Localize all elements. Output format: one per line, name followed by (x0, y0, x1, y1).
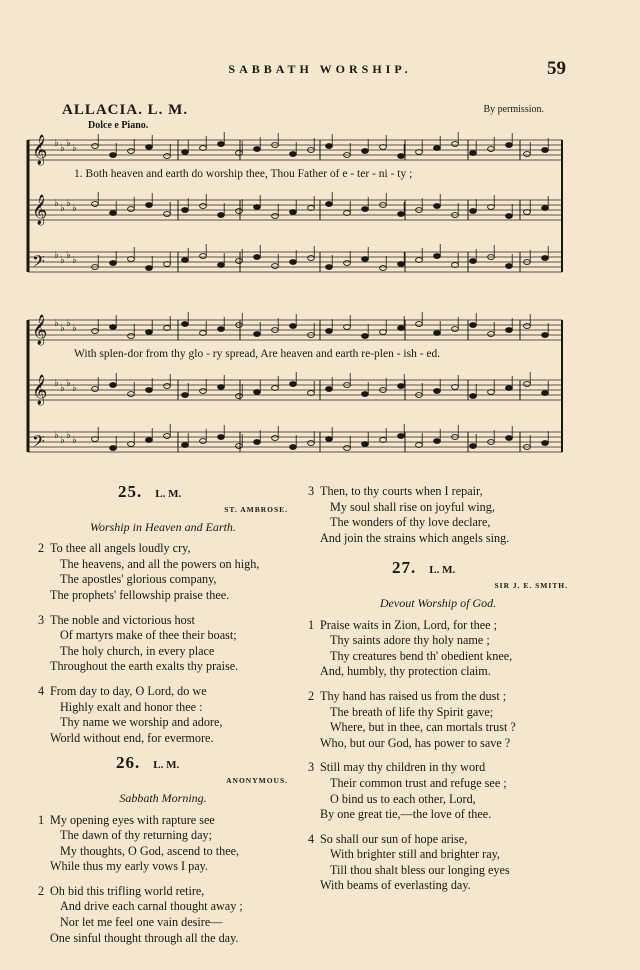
flat-icon: ♭ (54, 430, 59, 441)
stanza (38, 541, 288, 603)
note-head (272, 214, 279, 219)
stanza-number: 3 (308, 760, 315, 775)
note-head (416, 322, 423, 327)
hymn-meter: L. M. (153, 759, 180, 772)
hymn-26-continued (308, 484, 568, 546)
note-head (470, 209, 477, 214)
stanza-number: 3 (308, 484, 315, 498)
stanza-number: 1 (308, 617, 315, 632)
verse-text: And drive each carnal thought away ; (60, 899, 243, 914)
note-head (398, 326, 405, 331)
flat-icon: ♭ (60, 203, 65, 214)
verse-text: Where, but in thee, can mortals trust ? (330, 720, 516, 735)
hymn-26 (38, 755, 288, 946)
verse-line (308, 878, 568, 894)
running-title: SABBATH WORSHIP. (228, 62, 412, 76)
bass-clef: 𝄢 (32, 251, 45, 275)
note-head (506, 386, 513, 391)
verse-text: Thy name we worship and adore, (60, 715, 223, 730)
note-head (470, 259, 477, 264)
note-head (362, 257, 369, 262)
note-head (92, 329, 99, 334)
verse-line (308, 736, 568, 752)
verse-text: The noble and victorious host (50, 612, 195, 627)
stanza-number: 3 (38, 612, 45, 627)
note-head (164, 384, 171, 389)
hymn-heading (308, 560, 568, 582)
flat-icon: ♭ (54, 198, 59, 209)
verse-text: With brighter still and brighter ray, (330, 847, 500, 862)
verse-line (308, 760, 568, 776)
note-head (452, 142, 459, 147)
hymn-subtitle: Worship in Heaven and Earth. (90, 519, 236, 534)
verse-line (38, 659, 288, 675)
stanza (38, 684, 288, 746)
verse-text: The dawn of thy returning day; (60, 828, 212, 843)
note-head (110, 383, 117, 388)
tempo-marking: Dolce e Piano. (88, 120, 149, 131)
verse-text: So shall our sun of hope arise, (320, 831, 468, 846)
stanza (308, 832, 568, 894)
note-head (290, 382, 297, 387)
note-head (398, 262, 405, 267)
note-head (254, 332, 261, 337)
flat-icon: ♭ (54, 250, 59, 261)
verse-line (308, 832, 568, 848)
verse-text: My opening eyes with rapture see (50, 812, 215, 827)
stanza-number: 1 (38, 812, 45, 827)
note-head (506, 214, 513, 219)
note-head (218, 213, 225, 218)
hymn-number: 26. (116, 753, 141, 773)
treble-clef: 𝄞 (32, 315, 48, 345)
note-head (290, 445, 297, 450)
flat-icon: ♭ (66, 198, 71, 209)
note-head (218, 142, 225, 147)
stanza (38, 884, 288, 946)
verse-text: Highly exalt and honor thee : (60, 699, 203, 714)
stanza (308, 760, 568, 822)
hymn-heading (38, 755, 288, 777)
note-head (434, 254, 441, 259)
hymn-author: ST. AMBROSE. (224, 505, 288, 514)
verse-text: The wonders of thy love declare, (330, 515, 491, 530)
note-head (182, 322, 189, 327)
hymn-author: ANONYMOUS. (226, 776, 288, 786)
note-head (236, 259, 243, 264)
verse-line (38, 684, 288, 700)
right-column (308, 484, 568, 903)
bass-clef: 𝄢 (32, 431, 45, 455)
hymn-meter: L. M. (429, 564, 456, 577)
flat-icon: ♭ (60, 255, 65, 266)
note-head (308, 441, 315, 446)
verse-text: From day to day, O Lord, do we (50, 683, 207, 698)
flat-icon: ♭ (66, 378, 71, 389)
note-head (362, 334, 369, 339)
hymn-meter: L. M. (155, 488, 182, 500)
verse-line (308, 792, 568, 808)
hymn-27 (308, 560, 568, 894)
note-head (542, 148, 549, 153)
note-head (164, 434, 171, 439)
verse-line (38, 859, 288, 875)
note-head (488, 147, 495, 152)
note-head (398, 212, 405, 217)
treble-clef: 𝄞 (32, 375, 48, 405)
note-head (236, 209, 243, 214)
note-head (110, 325, 117, 330)
note-head (290, 152, 297, 157)
note-head (200, 254, 207, 259)
stanza (38, 813, 288, 875)
hymn-25 (38, 484, 288, 746)
verse-text: World without end, for evermore. (50, 730, 214, 745)
verse-line (38, 644, 288, 660)
note-head (218, 327, 225, 332)
treble-clef: 𝄞 (32, 135, 48, 165)
left-column (38, 484, 288, 955)
note-head (110, 211, 117, 216)
flat-icon: ♭ (66, 430, 71, 441)
verse-text: Of martyrs make of thee their boast; (60, 628, 237, 643)
flat-icon: ♭ (54, 318, 59, 329)
note-head (146, 145, 153, 150)
flat-icon: ♭ (66, 318, 71, 329)
verse-text: Praise waits in Zion, Lord, for thee ; (320, 617, 498, 632)
page-number: 59 (547, 58, 566, 79)
verse-line (308, 484, 568, 500)
note-head (236, 444, 243, 449)
note-head (470, 323, 477, 328)
note-head (290, 210, 297, 215)
verse-text: My thoughts, O God, ascend to thee, (60, 843, 240, 858)
note-head (362, 392, 369, 397)
note-head (506, 436, 513, 441)
verse-text: And join the strains which angels sing. (320, 530, 510, 545)
note-head (308, 256, 315, 261)
note-head (326, 144, 333, 149)
verse-text: To thee all angels loudly cry, (50, 541, 191, 556)
note-head (434, 439, 441, 444)
note-head (542, 206, 549, 211)
stanza-number: 2 (38, 541, 45, 556)
note-head (164, 212, 171, 217)
hymn-subtitle: Devout Worship of God. (379, 595, 497, 610)
note-head (506, 143, 513, 148)
verse-text: While thus my early vows I pay. (50, 859, 208, 874)
note-head (272, 436, 279, 441)
hymn-author: SIR J. E. SMITH. (494, 581, 568, 591)
note-head (146, 266, 153, 271)
flat-icon: ♭ (72, 323, 77, 334)
flat-icon: ♭ (60, 323, 65, 334)
verse-line (38, 931, 288, 947)
verse-text: My soul shall rise on joyful wing, (330, 499, 495, 514)
verse-text: The prophets' fellowship praise thee. (50, 587, 230, 602)
verse-text: With beams of everlasting day. (320, 878, 471, 893)
note-head (452, 327, 459, 332)
note-head (236, 394, 243, 399)
verse-text: And, humbly, thy protection claim. (320, 664, 491, 679)
verse-line (38, 588, 288, 604)
stanza (308, 689, 568, 751)
score-lyric-line-2: With splen-dor from thy glo - ry spread, Are heaven and earth re-plen - ish - ed. (74, 348, 441, 360)
note-head (542, 441, 549, 446)
verse-line (38, 828, 288, 844)
note-head (398, 154, 405, 159)
verse-line (308, 515, 568, 531)
note-head (146, 203, 153, 208)
note-head (290, 260, 297, 265)
note-head (362, 442, 369, 447)
note-head (182, 393, 189, 398)
verse-text: Throughout the earth exalts thy praise. (50, 659, 239, 674)
note-head (254, 205, 261, 210)
note-head (506, 264, 513, 269)
note-head (254, 390, 261, 395)
note-head (434, 331, 441, 336)
note-head (200, 389, 207, 394)
verse-line (38, 844, 288, 860)
flat-icon: ♭ (72, 203, 77, 214)
verse-line (308, 807, 568, 823)
note-head (524, 324, 531, 329)
note-head (434, 204, 441, 209)
note-head (398, 384, 405, 389)
verse-text: Thy creatures bend th' obedient knee, (330, 648, 513, 663)
stanza (308, 618, 568, 680)
verse-text: The apostles' glorious company, (60, 572, 217, 587)
verse-line (308, 705, 568, 721)
verse-text: Who, but our God, has power to save ? (320, 735, 511, 750)
flat-icon: ♭ (72, 143, 77, 154)
note-head (200, 439, 207, 444)
note-head (524, 382, 531, 387)
verse-line (308, 689, 568, 705)
hymn-number: 27. (392, 558, 417, 578)
verse-line (38, 700, 288, 716)
note-head (542, 256, 549, 261)
verse-line (38, 557, 288, 573)
permission-note: By permission. (483, 104, 544, 115)
verse-text: Then, to thy courts when I repair, (320, 484, 483, 498)
note-head (506, 328, 513, 333)
note-head (326, 387, 333, 392)
verse-text: Oh bid this trifling world retire, (50, 883, 205, 898)
verse-text: Still may thy children in thy word (320, 760, 486, 775)
note-head (470, 151, 477, 156)
note-head (200, 204, 207, 209)
note-head (110, 446, 117, 451)
flat-icon: ♭ (54, 138, 59, 149)
note-head (326, 265, 333, 270)
score-lyric-line-1: 1. Both heaven and earth do worship thee, Thou Father of e - ter - ni - ty ; (74, 168, 413, 180)
note-head (362, 207, 369, 212)
note-head (326, 437, 333, 442)
note-head (92, 387, 99, 392)
verse-line (308, 618, 568, 634)
verse-line (308, 863, 568, 879)
note-head (254, 255, 261, 260)
hymn-number: 25. (118, 482, 143, 501)
note-head (488, 332, 495, 337)
flat-icon: ♭ (60, 143, 65, 154)
verse-text: Till thou shalt bless our longing eyes (330, 862, 510, 877)
verse-line (38, 572, 288, 588)
note-head (470, 444, 477, 449)
verse-line (38, 899, 288, 915)
tune-title: ALLACIA. L. M. (62, 102, 189, 118)
verse-text: Nor let me feel one vain desire— (60, 915, 223, 930)
note-head (146, 438, 153, 443)
verse-line (38, 915, 288, 931)
note-head (290, 324, 297, 329)
note-head (92, 202, 99, 207)
note-head (128, 334, 135, 339)
verse-line (38, 715, 288, 731)
note-head (344, 446, 351, 451)
note-head (254, 147, 261, 152)
stanza-number: 4 (38, 683, 45, 698)
verse-line (308, 649, 568, 665)
note-head (164, 154, 171, 159)
flat-icon: ♭ (72, 435, 77, 446)
note-head (542, 333, 549, 338)
note-head (362, 149, 369, 154)
verse-text: The heavens, and all the powers on high, (60, 556, 260, 571)
note-head (218, 263, 225, 268)
note-head (110, 261, 117, 266)
stanza-number: 2 (38, 883, 45, 898)
note-head (326, 329, 333, 334)
note-head (218, 385, 225, 390)
note-head (254, 440, 261, 445)
note-head (542, 391, 549, 396)
note-head (470, 394, 477, 399)
flat-icon: ♭ (72, 383, 77, 394)
verse-line (308, 500, 568, 516)
hymn-subtitle: Sabbath Morning. (119, 790, 207, 805)
verse-text: The breath of life thy Spirit gave; (330, 704, 494, 719)
note-head (218, 435, 225, 440)
note-head (182, 208, 189, 213)
note-head (524, 152, 531, 157)
stanza (38, 613, 288, 675)
flat-icon: ♭ (72, 255, 77, 266)
verse-text: One sinful thought through all the day. (50, 930, 239, 945)
note-head (434, 389, 441, 394)
verse-line (308, 531, 568, 547)
verse-line (38, 541, 288, 557)
note-head (326, 202, 333, 207)
stanza (308, 484, 568, 546)
stanza-number: 2 (308, 688, 315, 703)
verse-line (38, 613, 288, 629)
verse-line (38, 628, 288, 644)
flat-icon: ♭ (60, 435, 65, 446)
verse-line (308, 664, 568, 680)
verse-line (308, 633, 568, 649)
verse-line (38, 813, 288, 829)
verse-text: Thy hand has raised us from the dust ; (320, 688, 507, 703)
verse-line (38, 884, 288, 900)
note-head (380, 266, 387, 271)
flat-icon: ♭ (60, 383, 65, 394)
note-head (146, 330, 153, 335)
note-head (110, 153, 117, 158)
verse-line (308, 776, 568, 792)
note-head (344, 261, 351, 266)
note-head (92, 144, 99, 149)
note-head (128, 392, 135, 397)
verse-text: Thy saints adore thy holy name ; (330, 633, 490, 648)
hymn-heading (38, 484, 288, 506)
note-head (182, 258, 189, 263)
note-head (434, 146, 441, 151)
flat-icon: ♭ (66, 138, 71, 149)
flat-icon: ♭ (54, 378, 59, 389)
note-head (128, 149, 135, 154)
verse-text: By one great tie,—the love of thee. (320, 807, 492, 822)
verse-line (308, 847, 568, 863)
verse-text: Their common trust and refuge see ; (330, 775, 507, 790)
note-head (272, 264, 279, 269)
treble-clef: 𝄞 (32, 195, 48, 225)
note-head (182, 443, 189, 448)
note-head (128, 207, 135, 212)
stanza-number: 4 (308, 831, 315, 846)
verse-text: O bind us to each other, Lord, (330, 791, 476, 806)
verse-line (38, 731, 288, 747)
note-head (398, 434, 405, 439)
flat-icon: ♭ (66, 250, 71, 261)
music-score (0, 0, 640, 470)
verse-line (308, 720, 568, 736)
note-head (146, 388, 153, 393)
verse-text: The holy church, in every place (60, 643, 215, 658)
note-head (182, 150, 189, 155)
